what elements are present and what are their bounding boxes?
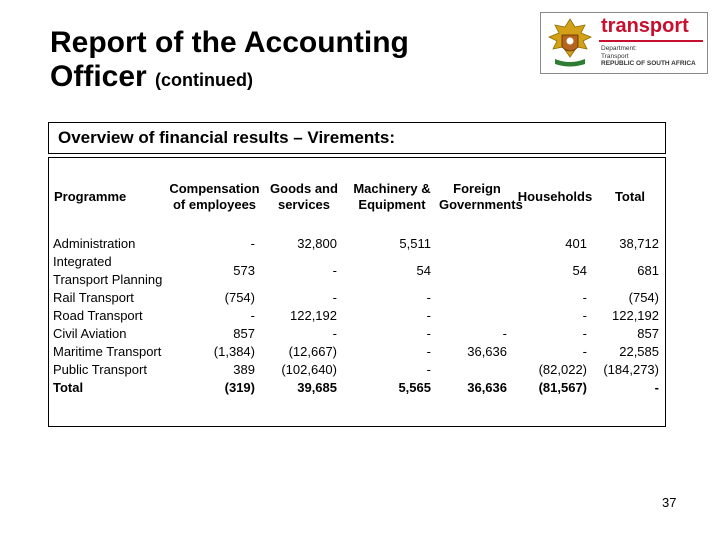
value-cell: (81,567) <box>538 380 587 395</box>
table-row <box>49 253 665 289</box>
table-row <box>49 343 665 361</box>
value-cell: (1,384) <box>213 344 255 359</box>
value-cell: 39,685 <box>297 380 337 395</box>
value-cell: - <box>426 344 431 359</box>
table-row <box>49 289 665 307</box>
column-header: Machinery & Equipment <box>353 180 431 212</box>
page-title <box>50 26 409 97</box>
value-cell: 681 <box>637 263 659 278</box>
value-cell: 573 <box>233 263 255 278</box>
logo-department <box>601 45 696 68</box>
column-header: Households <box>517 188 593 204</box>
logo-dept-line3: REPUBLIC OF SOUTH AFRICA <box>601 60 696 67</box>
value-cell: 5,565 <box>398 380 431 395</box>
value-cell <box>439 253 515 289</box>
value-cell: (12,667) <box>288 344 337 359</box>
programme-cell: Public Transport <box>53 362 147 377</box>
value-cell: 122,192 <box>612 308 659 323</box>
logo-divider <box>599 40 703 42</box>
value-cell: 54 <box>416 263 431 278</box>
value-cell: - <box>582 308 587 323</box>
coat-of-arms-icon <box>545 17 595 69</box>
value-cell: 122,192 <box>290 308 337 323</box>
value-cell: - <box>654 380 659 395</box>
value-cell: - <box>426 290 431 305</box>
table-row <box>49 361 665 379</box>
virements-table <box>49 158 665 397</box>
value-cell: (82,022) <box>538 362 587 377</box>
value-cell: - <box>332 263 337 278</box>
total-row <box>49 379 665 397</box>
value-cell: - <box>250 308 255 323</box>
value-cell: 22,585 <box>619 344 659 359</box>
column-header: Programme <box>54 188 127 204</box>
value-cell: 389 <box>233 362 255 377</box>
column-header: Compensation of employees <box>169 180 260 212</box>
value-cell <box>439 361 515 379</box>
value-cell <box>439 307 515 325</box>
value-cell: (754) <box>224 290 255 305</box>
value-cell: (102,640) <box>281 362 337 377</box>
column-header: Goods and services <box>270 180 338 212</box>
value-cell: 857 <box>233 326 255 341</box>
page-number: 37 <box>662 495 677 510</box>
value-cell <box>439 235 515 253</box>
programme-cell: Total <box>53 380 84 395</box>
title-line1: Report of the Accounting <box>50 26 409 59</box>
value-cell: - <box>250 236 255 251</box>
value-cell: 5,511 <box>399 236 431 251</box>
table-header-row <box>49 158 665 235</box>
value-cell: - <box>332 290 337 305</box>
title-line2: Officer <box>50 60 147 93</box>
value-cell: 54 <box>572 263 587 278</box>
overview-heading: Overview of financial results – Virements: <box>48 122 666 154</box>
value-cell: 38,712 <box>619 236 659 251</box>
table-row <box>49 325 665 343</box>
logo-brand: transport <box>601 15 689 37</box>
transport-logo <box>540 12 708 74</box>
value-cell: - <box>582 326 587 341</box>
logo-dept-line1: Department: <box>601 45 637 52</box>
value-cell: - <box>426 326 431 341</box>
value-cell: 36,636 <box>467 344 507 359</box>
value-cell: - <box>332 326 337 341</box>
title-suffix: (continued) <box>155 70 254 90</box>
value-cell: 36,636 <box>467 380 507 395</box>
programme-cell: Maritime Transport <box>53 344 162 359</box>
column-header: Foreign Governments <box>439 180 523 212</box>
logo-dept-line2: Transport <box>601 52 629 60</box>
value-cell: - <box>582 290 587 305</box>
value-cell: 32,800 <box>297 236 337 251</box>
value-cell: - <box>426 362 431 377</box>
value-cell: - <box>582 344 587 359</box>
value-cell <box>439 289 515 307</box>
programme-cell: Integrated Transport Planning <box>53 254 163 287</box>
programme-cell: Civil Aviation <box>53 326 127 341</box>
value-cell: (319) <box>224 380 255 395</box>
table-row <box>49 307 665 325</box>
value-cell: 401 <box>565 236 587 251</box>
column-header: Total <box>614 188 646 204</box>
value-cell: 857 <box>637 326 659 341</box>
programme-cell: Rail Transport <box>53 290 134 305</box>
table-row <box>49 235 665 253</box>
virements-table-container <box>48 157 666 427</box>
value-cell: - <box>426 308 431 323</box>
programme-cell: Road Transport <box>53 308 143 323</box>
value-cell: - <box>502 326 507 341</box>
value-cell: (184,273) <box>603 362 659 377</box>
programme-cell: Administration <box>53 236 136 251</box>
value-cell: (754) <box>628 290 659 305</box>
